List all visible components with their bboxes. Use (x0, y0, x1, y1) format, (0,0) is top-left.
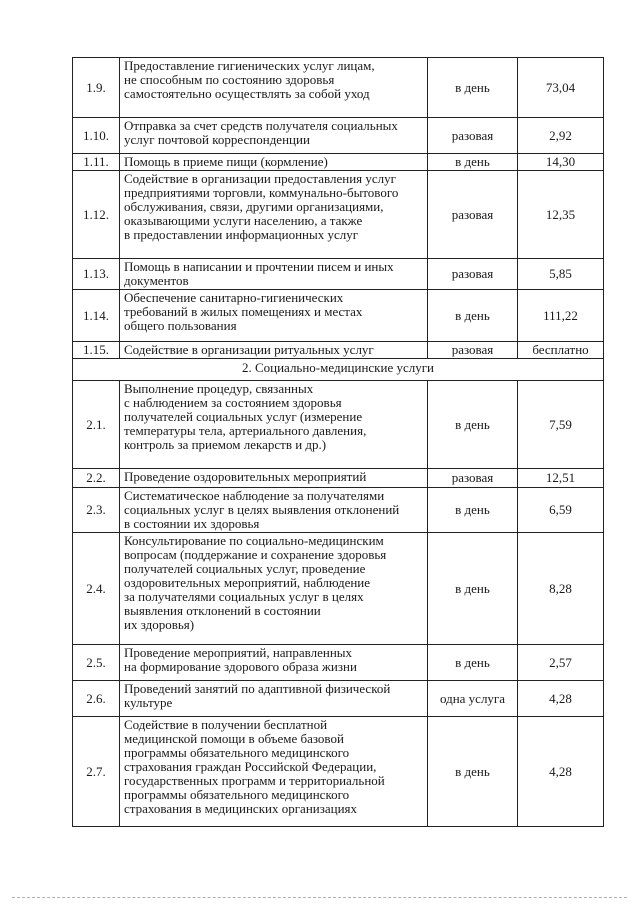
description-line: за получателями социальных услуг в целях (124, 589, 364, 604)
row-number: 2.5. (73, 645, 120, 681)
description-line: Проведение мероприятий, направленных (124, 645, 353, 660)
table-row (73, 290, 604, 342)
description-line: социальных услуг в целях выявления отклонений (124, 502, 400, 517)
description-line: не способным по состоянию здоровья (124, 72, 335, 87)
description-line: государственных программ и территориальной (124, 773, 385, 788)
page-bottom-rule (12, 897, 627, 898)
service-description (120, 533, 428, 645)
description-line: медицинской помощи в объеме базовой (124, 731, 344, 746)
description-line: Проведение оздоровительных мероприятий (124, 469, 367, 484)
description-line: Содействие в организации предоставления услуг (124, 171, 396, 186)
service-price: 7,59 (518, 381, 604, 469)
row-number: 2.3. (73, 488, 120, 533)
table-row (73, 154, 604, 171)
services-price-table (72, 57, 604, 827)
table-row (73, 381, 604, 469)
service-unit: в день (428, 533, 518, 645)
service-description (120, 342, 428, 359)
service-description (120, 717, 428, 827)
description-line: Отправка за счет средств получателя социальных (124, 118, 398, 133)
service-price: бесплатно (518, 342, 604, 359)
service-price: 12,51 (518, 469, 604, 488)
description-line: самостоятельно осуществлять за собой уход (124, 86, 370, 101)
table-row (73, 259, 604, 290)
service-unit: разовая (428, 118, 518, 154)
service-unit: разовая (428, 259, 518, 290)
row-number: 1.10. (73, 118, 120, 154)
table-row (73, 58, 604, 118)
service-price: 73,04 (518, 58, 604, 118)
service-unit: в день (428, 290, 518, 342)
description-line: программы обязательного медицинского (124, 745, 350, 760)
description-line: страхования в медицинских организациях (124, 801, 358, 816)
description-line: Систематическое наблюдение за получателями (124, 488, 385, 503)
description-line: обслуживания, связи, другими организациями, (124, 199, 384, 214)
row-number: 2.7. (73, 717, 120, 827)
row-number: 1.9. (73, 58, 120, 118)
row-number: 1.14. (73, 290, 120, 342)
table-row (73, 645, 604, 681)
description-line: Обеспечение санитарно-гигиенических (124, 290, 344, 305)
table-row (73, 533, 604, 645)
service-unit: в день (428, 154, 518, 171)
service-unit: разовая (428, 342, 518, 359)
service-unit: в день (428, 58, 518, 118)
section-header-row (73, 359, 604, 381)
service-unit: одна услуга (428, 681, 518, 717)
description-line: услуг почтовой корреспонденции (124, 132, 310, 147)
service-unit: в день (428, 488, 518, 533)
description-line: оздоровительных мероприятий, наблюдение (124, 575, 371, 590)
description-line: Содействие в получении бесплатной (124, 717, 328, 732)
description-line: предприятиями торговли, коммунально-бытового (124, 185, 399, 200)
description-line: Консультирование по социально-медицинским (124, 533, 384, 548)
service-description (120, 171, 428, 259)
service-description (120, 154, 428, 171)
description-line: в состоянии их здоровья (124, 516, 260, 531)
row-number: 1.13. (73, 259, 120, 290)
section-title: 2. Социально-медицинские услуги (73, 359, 604, 381)
row-number: 2.4. (73, 533, 120, 645)
service-price: 5,85 (518, 259, 604, 290)
row-number: 2.1. (73, 381, 120, 469)
description-line: общего пользования (124, 318, 237, 333)
description-line: получателей социальных услуг (измерение (124, 409, 363, 424)
description-line: Выполнение процедур, связанных (124, 381, 314, 396)
service-price: 12,35 (518, 171, 604, 259)
description-line: их здоровья) (124, 617, 195, 632)
description-line: Предоставление гигиенических услуг лицам, (124, 58, 375, 73)
row-number: 1.12. (73, 171, 120, 259)
table-row (73, 488, 604, 533)
table-row (73, 171, 604, 259)
service-unit: в день (428, 381, 518, 469)
service-price: 111,22 (518, 290, 604, 342)
description-line: на формирование здорового образа жизни (124, 659, 357, 674)
description-line: в предоставлении информационных услуг (124, 227, 359, 242)
row-number: 1.15. (73, 342, 120, 359)
service-description (120, 118, 428, 154)
service-description (120, 645, 428, 681)
service-price: 14,30 (518, 154, 604, 171)
service-description (120, 58, 428, 118)
table-row (73, 342, 604, 359)
service-description (120, 290, 428, 342)
service-price: 6,59 (518, 488, 604, 533)
service-price: 4,28 (518, 681, 604, 717)
row-number: 2.6. (73, 681, 120, 717)
service-price: 8,28 (518, 533, 604, 645)
service-unit: разовая (428, 171, 518, 259)
table-row (73, 681, 604, 717)
table-body (73, 58, 604, 827)
service-description (120, 381, 428, 469)
description-line: получателей социальных услуг, проведение (124, 561, 366, 576)
description-line: требований в жилых помещениях и местах (124, 304, 363, 319)
description-line: программы обязательного медицинского (124, 787, 350, 802)
table-row (73, 717, 604, 827)
table-row (73, 469, 604, 488)
description-line: с наблюдением за состоянием здоровья (124, 395, 342, 410)
service-price: 2,57 (518, 645, 604, 681)
description-line: Помощь в приеме пищи (кормление) (124, 154, 328, 169)
service-description (120, 681, 428, 717)
description-line: Помощь в написании и прочтении писем и иных (124, 259, 394, 274)
description-line: Содействие в организации ритуальных услуг (124, 342, 374, 357)
description-line: Проведений занятий по адаптивной физической (124, 681, 391, 696)
description-line: выявления отклонений в состоянии (124, 603, 321, 618)
service-description (120, 259, 428, 290)
row-number: 1.11. (73, 154, 120, 171)
service-unit: разовая (428, 469, 518, 488)
description-line: культуре (124, 695, 173, 710)
row-number: 2.2. (73, 469, 120, 488)
service-unit: в день (428, 645, 518, 681)
service-unit: в день (428, 717, 518, 827)
service-price: 4,28 (518, 717, 604, 827)
table-row (73, 118, 604, 154)
description-line: вопросам (поддержание и сохранение здоровья (124, 547, 387, 562)
service-description (120, 469, 428, 488)
description-line: оказывающими услуги населению, а также (124, 213, 363, 228)
description-line: документов (124, 273, 189, 288)
service-price: 2,92 (518, 118, 604, 154)
description-line: температуры тела, артериального давления, (124, 423, 367, 438)
description-line: страхования граждан Российской Федерации, (124, 759, 377, 774)
service-description (120, 488, 428, 533)
description-line: контроль за приемом лекарств и др.) (124, 437, 327, 452)
document-page (72, 57, 603, 827)
